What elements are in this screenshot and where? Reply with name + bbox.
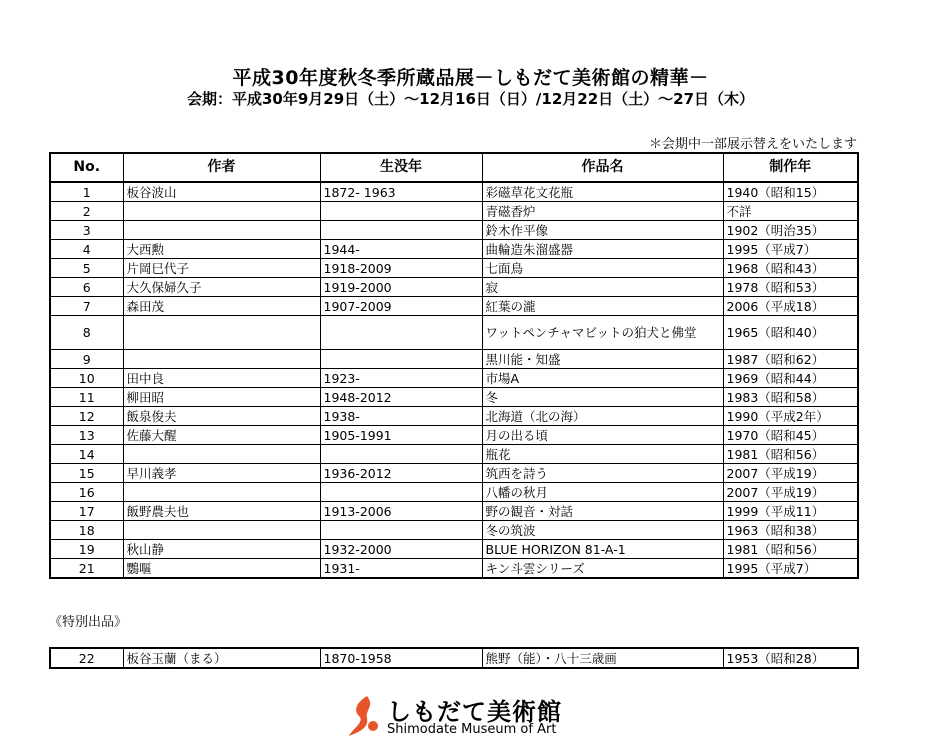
table-row — [50, 388, 858, 407]
table-row — [50, 559, 858, 579]
cell-artist — [123, 350, 320, 369]
cell-no: 17 — [50, 502, 123, 521]
cell-made: 1999（平成11） — [723, 502, 858, 521]
cell-made: 1965（昭和40） — [723, 316, 858, 350]
cell-artist — [123, 202, 320, 221]
cell-years: 1948-2012 — [320, 388, 482, 407]
cell-work: 鈴木作平像 — [482, 221, 723, 240]
cell-no: 15 — [50, 464, 123, 483]
cell-work: キン斗雲シリーズ — [482, 559, 723, 579]
cell-made: 1969（昭和44） — [723, 369, 858, 388]
cell-no: 5 — [50, 259, 123, 278]
cell-no: 1 — [50, 182, 123, 202]
cell-artist: 板谷玉蘭（まる） — [123, 648, 320, 668]
cell-years: 1932-2000 — [320, 540, 482, 559]
table-row — [50, 350, 858, 369]
cell-artist: 柳田昭 — [123, 388, 320, 407]
cell-made: 1968（昭和43） — [723, 259, 858, 278]
cell-no: 6 — [50, 278, 123, 297]
cell-work: 市場A — [482, 369, 723, 388]
cell-years — [320, 316, 482, 350]
cell-artist — [123, 316, 320, 350]
cell-work: BLUE HORIZON 81-A-1 — [482, 540, 723, 559]
table-row — [50, 540, 858, 559]
cell-work: 八幡の秋月 — [482, 483, 723, 502]
cell-artist — [123, 445, 320, 464]
special-exhibit-label: 《特別出品》 — [49, 615, 128, 630]
cell-no: 16 — [50, 483, 123, 502]
cell-made: 2007（平成19） — [723, 464, 858, 483]
works-table — [49, 152, 859, 579]
cell-artist: 田中良 — [123, 369, 320, 388]
cell-made: 2006（平成18） — [723, 297, 858, 316]
cell-made: 1995（平成7） — [723, 240, 858, 259]
header-artist: 作者 — [123, 153, 320, 182]
cell-work: 筑西を詩う — [482, 464, 723, 483]
cell-made: 1978（昭和53） — [723, 278, 858, 297]
special-works-table — [49, 647, 859, 669]
cell-no: 2 — [50, 202, 123, 221]
table-row — [50, 648, 858, 668]
table-row — [50, 221, 858, 240]
table-row — [50, 240, 858, 259]
table-row — [50, 297, 858, 316]
cell-work: 寂 — [482, 278, 723, 297]
cell-artist — [123, 221, 320, 240]
cell-no: 7 — [50, 297, 123, 316]
cell-work: 紅葉の瀧 — [482, 297, 723, 316]
table-row — [50, 182, 858, 202]
cell-years: 1944- — [320, 240, 482, 259]
cell-years — [320, 483, 482, 502]
cell-years — [320, 221, 482, 240]
table-row — [50, 202, 858, 221]
cell-artist: 飯野農夫也 — [123, 502, 320, 521]
cell-no: 8 — [50, 316, 123, 350]
cell-no: 14 — [50, 445, 123, 464]
cell-work: 北海道（北の海） — [482, 407, 723, 426]
cell-no: 13 — [50, 426, 123, 445]
cell-years — [320, 445, 482, 464]
cell-years: 1905-1991 — [320, 426, 482, 445]
cell-years — [320, 350, 482, 369]
cell-made: 2007（平成19） — [723, 483, 858, 502]
cell-artist: 片岡巳代子 — [123, 259, 320, 278]
table-row — [50, 259, 858, 278]
cell-artist: 早川義孝 — [123, 464, 320, 483]
cell-made: 1963（昭和38） — [723, 521, 858, 540]
cell-work: 曲輪造朱溜盛器 — [482, 240, 723, 259]
cell-work: 七面鳥 — [482, 259, 723, 278]
cell-artist: 飯泉俊夫 — [123, 407, 320, 426]
table-row — [50, 483, 858, 502]
cell-artist — [123, 483, 320, 502]
cell-years: 1918-2009 — [320, 259, 482, 278]
cell-artist: 大久保婦久子 — [123, 278, 320, 297]
museum-logo — [345, 692, 565, 742]
cell-work: 野の観音・対話 — [482, 502, 723, 521]
cell-made: 不詳 — [723, 202, 858, 221]
cell-no: 22 — [50, 648, 123, 668]
cell-no: 12 — [50, 407, 123, 426]
table-header-row — [50, 153, 858, 182]
header-made: 制作年 — [723, 153, 858, 182]
cell-made: 1983（昭和58） — [723, 388, 858, 407]
cell-artist: 鸚嘔 — [123, 559, 320, 579]
cell-work: 冬 — [482, 388, 723, 407]
table-row — [50, 445, 858, 464]
header-work: 作品名 — [482, 153, 723, 182]
page-title: 平成30年度秋冬季所蔵品展－しもだて美術館の精華－ — [232, 67, 709, 89]
cell-work: 黒川能・知盛 — [482, 350, 723, 369]
cell-years: 1870-1958 — [320, 648, 482, 668]
cell-artist: 森田茂 — [123, 297, 320, 316]
display-change-note: ＊会期中一部展示替えをいたします — [648, 137, 857, 152]
table-row — [50, 426, 858, 445]
cell-no: 3 — [50, 221, 123, 240]
cell-made: 1987（昭和62） — [723, 350, 858, 369]
cell-years — [320, 202, 482, 221]
cell-made: 1953（昭和28） — [723, 648, 858, 668]
cell-artist: 大西勲 — [123, 240, 320, 259]
cell-artist: 板谷波山 — [123, 182, 320, 202]
exhibition-period: 会期：平成30年9月29日（土）～12月16日（日）/12月22日（土）～27日（木） — [186, 90, 755, 108]
cell-years: 1872- 1963 — [320, 182, 482, 202]
header-years: 生没年 — [320, 153, 482, 182]
cell-work: 熊野（能）・八十三歳画 — [482, 648, 723, 668]
cell-years: 1938- — [320, 407, 482, 426]
table-row — [50, 521, 858, 540]
cell-no: 11 — [50, 388, 123, 407]
table-row — [50, 502, 858, 521]
cell-made: 1990（平成2年） — [723, 407, 858, 426]
cell-made: 1981（昭和56） — [723, 540, 858, 559]
cell-artist: 秋山静 — [123, 540, 320, 559]
cell-years: 1913-2006 — [320, 502, 482, 521]
museum-logo-icon — [345, 692, 385, 740]
table-row — [50, 464, 858, 483]
header-no: No. — [50, 153, 123, 182]
cell-no: 18 — [50, 521, 123, 540]
cell-no: 4 — [50, 240, 123, 259]
cell-work: ワットペンチャマビットの狛犬と佛堂 — [482, 316, 723, 350]
cell-no: 10 — [50, 369, 123, 388]
cell-years: 1923- — [320, 369, 482, 388]
cell-artist — [123, 521, 320, 540]
logo-japanese-name: しもだて美術館 — [387, 698, 562, 726]
cell-work: 青磁香炉 — [482, 202, 723, 221]
table-row — [50, 316, 858, 350]
cell-work: 瓶花 — [482, 445, 723, 464]
cell-made: 1940（昭和15） — [723, 182, 858, 202]
cell-no: 19 — [50, 540, 123, 559]
cell-years: 1931- — [320, 559, 482, 579]
cell-years — [320, 521, 482, 540]
cell-work: 彩磁草花文花瓶 — [482, 182, 723, 202]
logo-english-name: Shimodate Museum of Art — [387, 722, 557, 737]
cell-years: 1919-2000 — [320, 278, 482, 297]
cell-made: 1902（明治35） — [723, 221, 858, 240]
cell-made: 1970（昭和45） — [723, 426, 858, 445]
table-row — [50, 278, 858, 297]
cell-artist: 佐藤大醒 — [123, 426, 320, 445]
cell-years: 1936-2012 — [320, 464, 482, 483]
cell-no: 21 — [50, 559, 123, 579]
table-row — [50, 369, 858, 388]
cell-work: 月の出る頃 — [482, 426, 723, 445]
cell-years: 1907-2009 — [320, 297, 482, 316]
cell-no: 9 — [50, 350, 123, 369]
cell-made: 1995（平成7） — [723, 559, 858, 579]
cell-work: 冬の筑波 — [482, 521, 723, 540]
table-row — [50, 407, 858, 426]
cell-made: 1981（昭和56） — [723, 445, 858, 464]
